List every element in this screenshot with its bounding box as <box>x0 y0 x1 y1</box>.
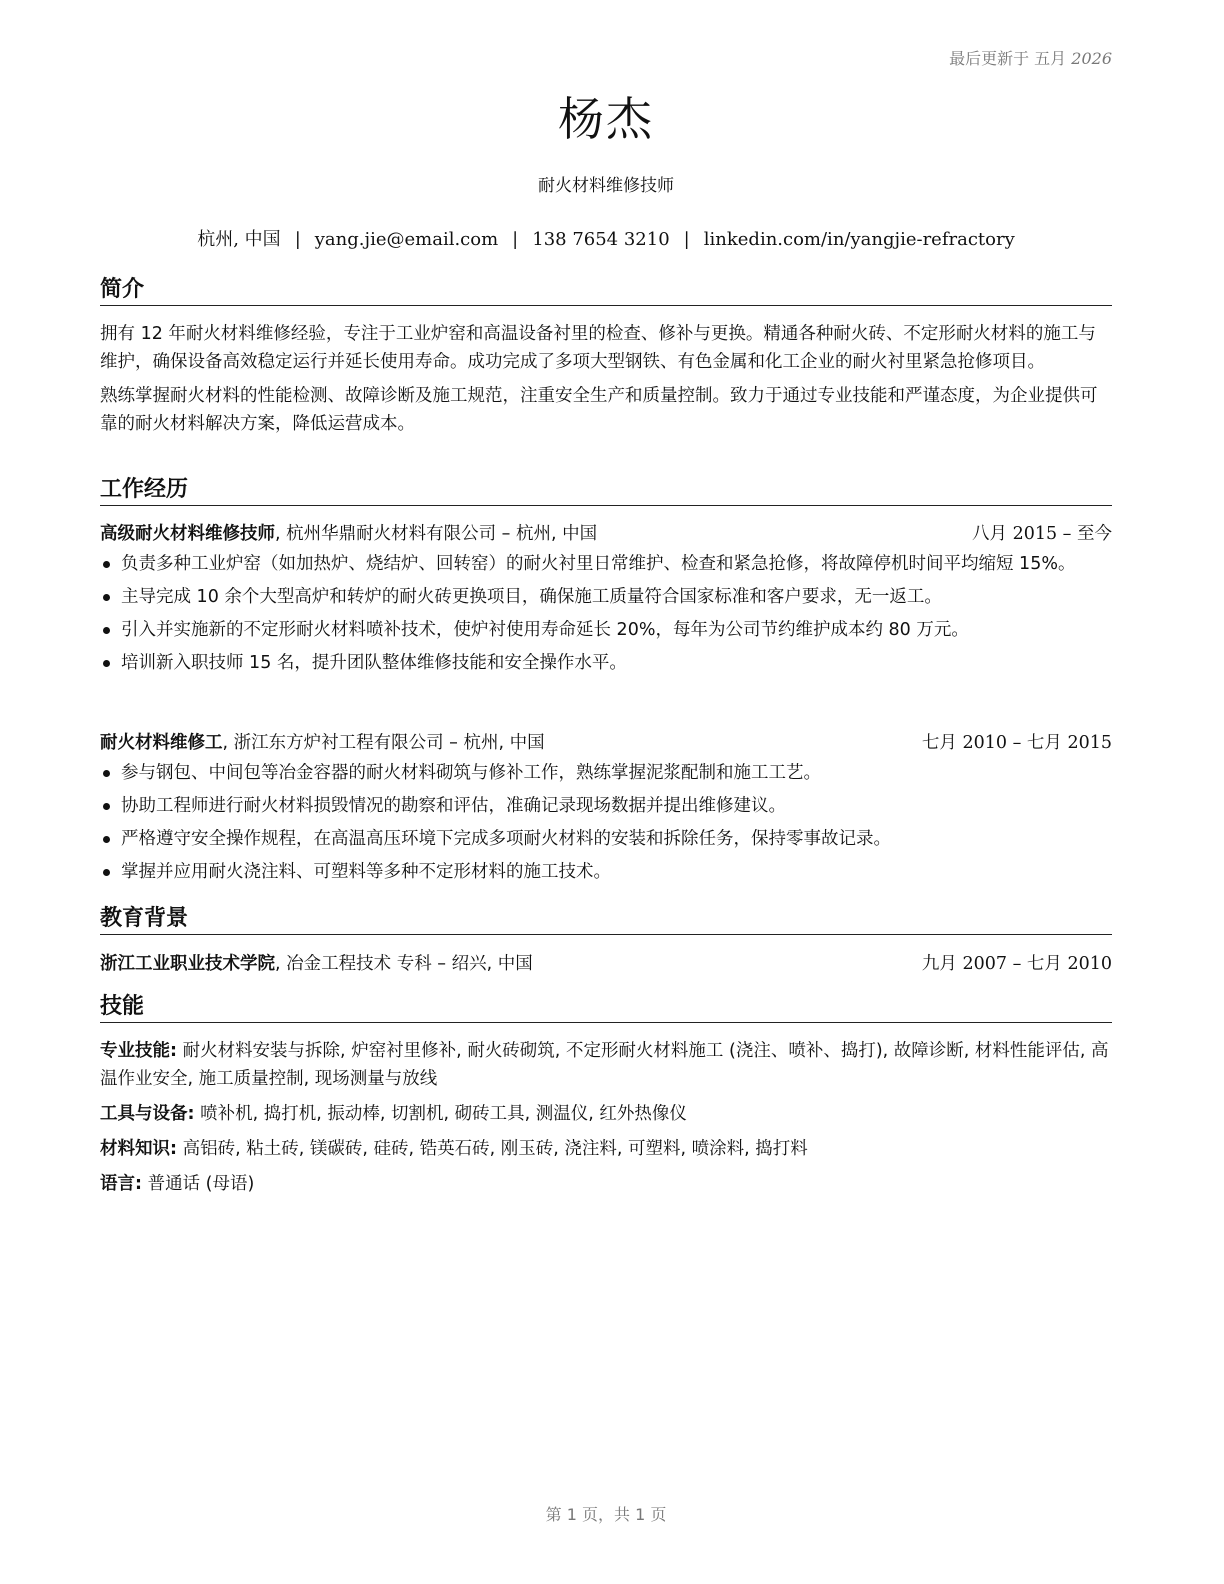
bullet-icon <box>103 803 110 810</box>
skills-section <box>100 1037 1112 1205</box>
skills-heading: 技能 <box>100 994 1112 1023</box>
list-item: 负责多种工业炉窑（如加热炉、烧结炉、回转窑）的耐火衬里日常维护、检查和紧急抢修，将故障停机时间平均缩短 15%。 <box>100 550 1112 578</box>
bullet-icon <box>103 660 110 667</box>
job-header <box>100 727 1112 759</box>
contact-email[interactable]: yang.jie@email.com <box>314 229 499 250</box>
list-item: 主导完成 10 余个大型高炉和转炉的耐火砖更换项目，确保施工质量符合国家标准和客户要求，无一返工。 <box>100 583 1112 611</box>
bullet-icon <box>103 594 110 601</box>
education-dates: 九月 2007 – 七月 2010 <box>921 954 1112 974</box>
bullet-icon <box>103 770 110 777</box>
job-role: 耐火材料维修工 <box>100 733 223 753</box>
list-item: 引入并实施新的不定形耐火材料喷补技术，使炉衬使用寿命延长 20%，每年为公司节约维护成本约 80 万元。 <box>100 616 1112 644</box>
bullet-icon <box>103 627 110 634</box>
contact-linkedin[interactable]: linkedin.com/in/yangjie-refractory <box>703 229 1015 250</box>
summary-heading: 简介 <box>100 277 1112 306</box>
skill-line-language: 语言: 普通话 (母语) <box>100 1174 255 1194</box>
education-detail: , 冶金工程技术 专科 – 绍兴, 中国 <box>275 954 533 974</box>
contact-line <box>100 225 1112 251</box>
contact-separator: | <box>683 229 690 250</box>
education-entry <box>100 948 1112 980</box>
job-company: , 浙江东方炉衬工程有限公司 – 杭州, 中国 <box>222 733 545 753</box>
skill-line-tools: 工具与设备: 喷补机, 捣打机, 振动棒, 切割机, 砌砖工具, 测温仪, 红外热像仪 <box>100 1104 687 1124</box>
summary-paragraph: 熟练掌握耐火材料的性能检测、故障诊断及施工规范，注重安全生产和质量控制。致力于通过专业技能和严谨态度，为企业提供可靠的耐火材料解决方案，降低运营成本。 <box>100 386 1098 434</box>
job-header <box>100 518 1112 550</box>
list-item: 参与钢包、中间包等冶金容器的耐火材料砌筑与修补工作，熟练掌握泥浆配制和施工工艺。 <box>100 759 1112 787</box>
contact-phone: 138 7654 3210 <box>532 229 670 250</box>
candidate-name: 杨杰 <box>558 92 654 146</box>
list-item: 协助工程师进行耐火材料损毁情况的勘察和评估，准确记录现场数据并提出维修建议。 <box>100 792 1112 820</box>
job-bullets <box>100 759 1112 886</box>
list-item: 严格遵守安全操作规程，在高温高压环境下完成多项耐火材料的安装和拆除任务，保持零事故记录。 <box>100 825 1112 853</box>
job-company: , 杭州华鼎耐火材料有限公司 – 杭州, 中国 <box>275 524 598 544</box>
experience-heading: 工作经历 <box>100 477 1112 506</box>
job-role: 高级耐火材料维修技师 <box>100 524 275 544</box>
education-heading: 教育背景 <box>100 906 1112 935</box>
job-dates: 八月 2015 – 至今 <box>972 524 1112 544</box>
list-item: 培训新入职技师 15 名，提升团队整体维修技能和安全操作水平。 <box>100 649 1112 677</box>
summary-section <box>100 320 1112 444</box>
education-header <box>100 948 1112 980</box>
skill-line-professional: 专业技能: 耐火材料安装与拆除, 炉窑衬里修补, 耐火砖砌筑, 不定形耐火材料施工 (浇注、喷补、捣打), 故障诊断, 材料性能评估, 高温作业安全, 施工质量控制, 现场测量与放线 <box>100 1041 1109 1089</box>
bullet-icon <box>103 561 110 568</box>
bullet-icon <box>103 836 110 843</box>
summary-paragraph: 拥有 12 年耐火材料维修经验，专注于工业炉窑和高温设备衬里的检查、修补与更换。精通各种耐火砖、不定形耐火材料的施工与维护，确保设备高效稳定运行并延长使用寿命。成功完成了多项大型钢铁、有色金属和化工企业的耐火衬里紧急抢修项目。 <box>100 324 1096 372</box>
contact-separator: | <box>512 229 519 250</box>
resume-page <box>100 0 1112 1584</box>
school-name: 浙江工业职业技术学院 <box>100 954 275 974</box>
job-bullets <box>100 550 1112 677</box>
contact-separator: | <box>294 229 301 250</box>
contact-location: 杭州, 中国 <box>197 229 281 250</box>
skill-line-materials: 材料知识: 高铝砖, 粘土砖, 镁碳砖, 硅砖, 锆英石砖, 刚玉砖, 浇注料, 可塑料, 喷涂料, 捣打料 <box>100 1139 808 1159</box>
job-headline: 耐火材料维修技师 <box>538 176 674 196</box>
page-footer: 第 1 页，共 1 页 <box>545 1505 667 1524</box>
experience-job-2 <box>100 727 1112 891</box>
bullet-icon <box>103 869 110 876</box>
list-item: 掌握并应用耐火浇注料、可塑料等多种不定形材料的施工技术。 <box>100 858 1112 886</box>
experience-job-1 <box>100 518 1112 682</box>
last-updated: 最后更新于 五月 2026 <box>949 49 1112 68</box>
job-dates: 七月 2010 – 七月 2015 <box>921 733 1112 753</box>
